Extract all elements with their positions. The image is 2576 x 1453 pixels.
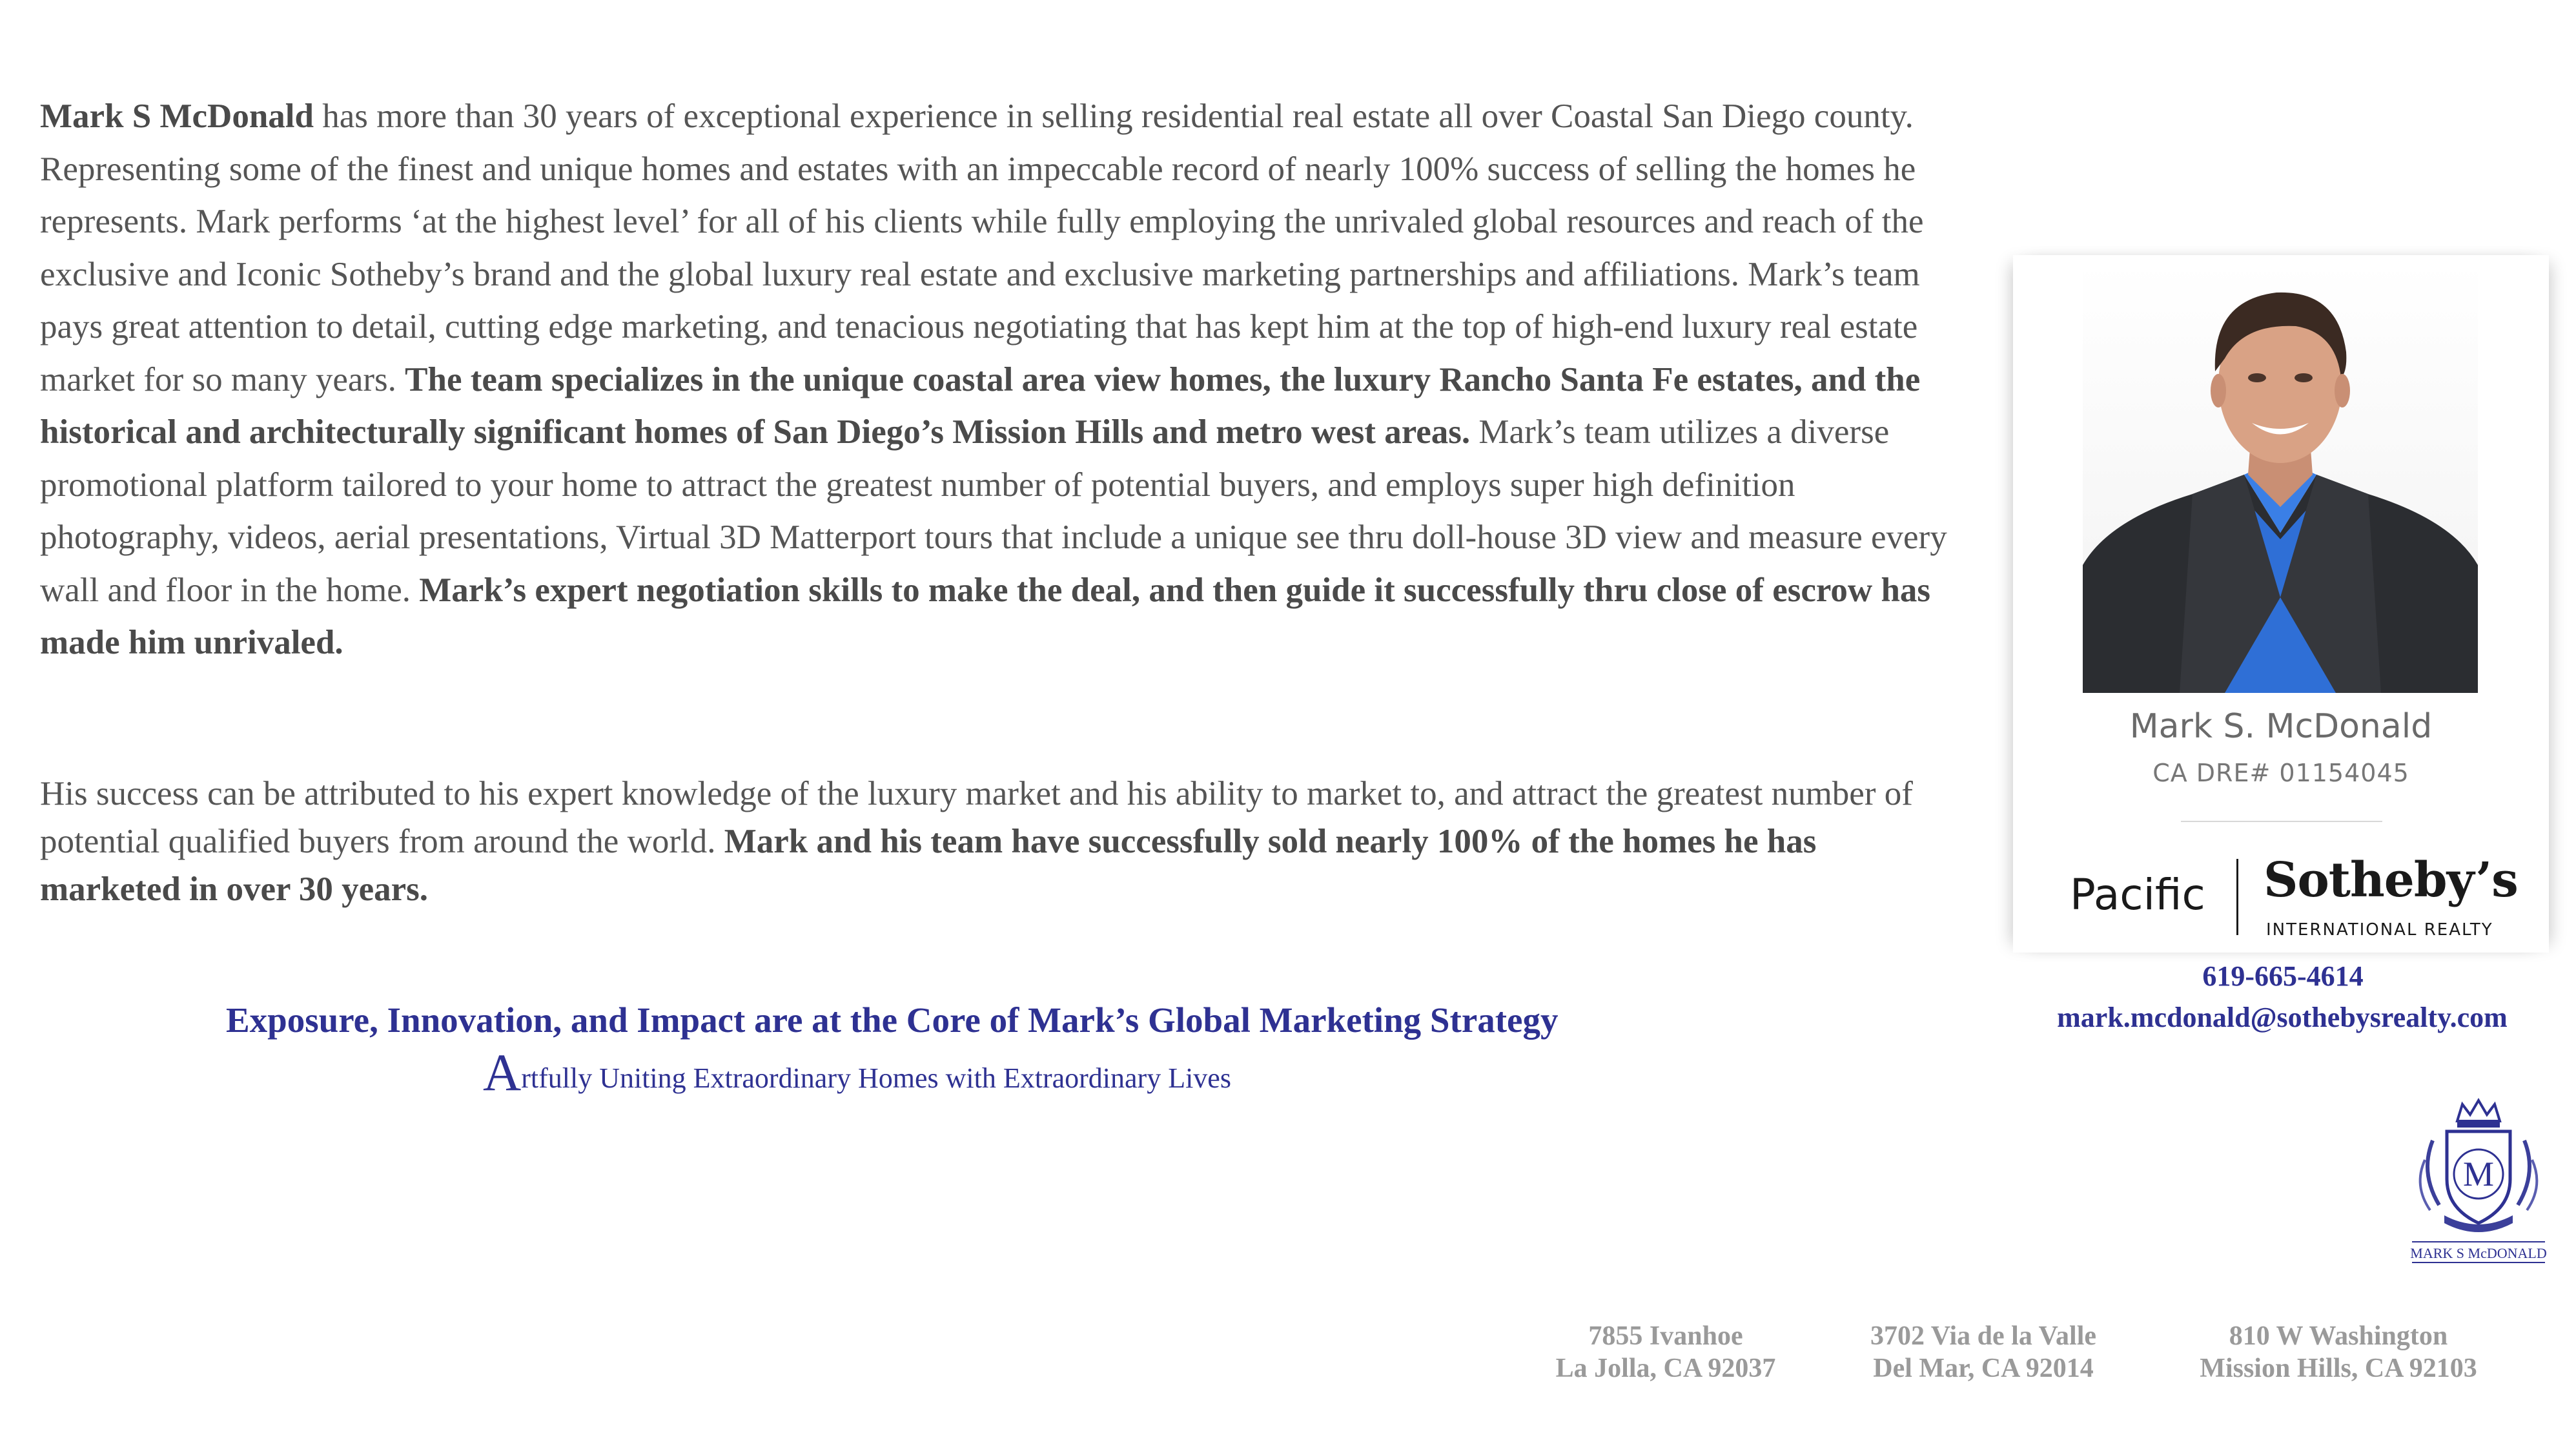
brand-pacific: Pacific: [2070, 870, 2205, 920]
office-street: 3702 Via de la Valle: [1870, 1321, 2097, 1351]
bio-highlight-2: Mark’s expert negotiation skills to make the deal, and then guide it successfully thru close of escrow has made him unrivaled.: [40, 571, 1931, 661]
card-agent-name: Mark S. McDonald: [2129, 707, 2433, 746]
crest-icon: [2407, 1095, 2550, 1268]
brand-sothebys: Sotheby’s: [2264, 852, 2518, 908]
agent-portrait-icon: [2083, 262, 2478, 693]
agent-card: [2013, 255, 2549, 953]
subtagline-initial: A: [483, 1043, 522, 1102]
agent-photo: [2083, 262, 2478, 693]
brand-separator: [2236, 859, 2238, 935]
office-city: Del Mar, CA 92014: [1873, 1354, 2094, 1383]
card-divider: [2181, 821, 2382, 822]
office-street: 810 W Washington: [2229, 1321, 2448, 1351]
card-dre-number: CA DRE# 01154045: [2152, 759, 2409, 787]
bio-highlight-1: The team specializes in the unique coastal area view homes, the luxury Rancho Santa Fe estates, and the historical and architecturally significant homes of San Diego’s Mission Hills and metro west areas.: [40, 360, 1921, 451]
brand-international-realty: INTERNATIONAL REALTY: [2266, 920, 2493, 940]
mark-mcdonald-crest-logo: [2407, 1095, 2550, 1268]
phone-number[interactable]: 619-665-4614: [2202, 960, 2364, 992]
crest-caption: MARK S McDONALD: [2410, 1245, 2547, 1261]
bio-text-3: His success can be attributed to his expert knowledge of the luxury market and his ability to market to, and attract the greatest number of potential qualified buyers from around the world.: [40, 775, 1913, 860]
office-street: 7855 Ivanhoe: [1588, 1321, 1743, 1351]
bio-paragraph-2: [40, 770, 1951, 913]
bio-text-1: has more than 30 years of exceptional experience in selling residential real estate all over Coastal San Diego county. Representing some of the finest and unique homes and estates with an impeccable record of nearly 100% success of selling the homes he represents. Mark performs ‘at the highest level’ for all of his clients while fully employing the unrivaled global resources and reach of the exclusive and Iconic Sotheby’s brand and the global luxury real estate and exclusive marketing partnerships and affiliations. Mark’s team pays great attention to detail, cutting edge marketing, and tenacious negotiating that has kept him at the top of high-end luxury real estate market for so many years.: [40, 98, 1924, 398]
bio-paragraph-1: [40, 90, 1951, 670]
crest-letter: M: [2462, 1155, 2495, 1193]
agent-name-lead: Mark S McDonald: [40, 98, 314, 135]
office-city: La Jolla, CA 92037: [1555, 1354, 1776, 1383]
office-address-del-mar: [1848, 1320, 2119, 1385]
marketing-tagline: Exposure, Innovation, and Impact are at the Core of Mark’s Global Marketing Strategy: [226, 1000, 1559, 1040]
marketing-subtagline: [483, 1042, 1231, 1103]
office-address-la-jolla: [1543, 1320, 1788, 1385]
email-link[interactable]: mark.mcdonald@sothebysrealty.com: [2057, 1002, 2508, 1033]
bio-highlight-3: Mark and his team have successfully sold nearly 100% of the homes he has marketed in over 30 years.: [40, 823, 1817, 908]
subtagline-text: rtfully Uniting Extraordinary Homes with Extraordinary Lives: [521, 1062, 1231, 1094]
office-city: Mission Hills, CA 92103: [2200, 1354, 2477, 1383]
bio-text-2: Mark’s team utilizes a diverse promotional platform tailored to your home to attract the greatest number of potential buyers, and employs super high definition photography, videos, aerial presentations, Virtual 3D Matterport tours that include a unique see thru doll-house 3D view and measure every wall and floor in the home.: [40, 413, 1947, 609]
office-address-mission-hills: [2177, 1320, 2500, 1385]
